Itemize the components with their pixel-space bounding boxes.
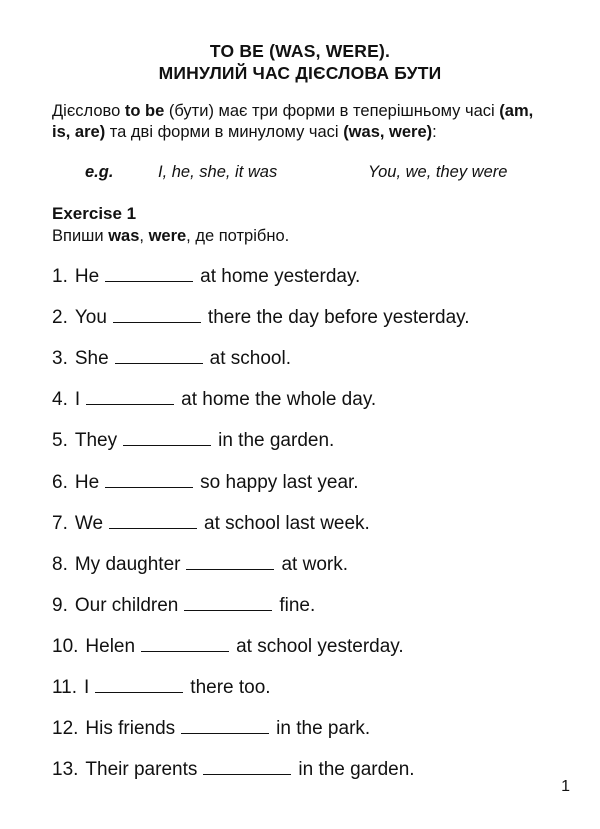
item-number: 9. bbox=[52, 594, 68, 616]
exercise-item bbox=[52, 715, 370, 743]
item-number: 11. bbox=[52, 677, 78, 698]
item-number: 5. bbox=[52, 430, 68, 452]
exercise-item bbox=[52, 304, 470, 332]
intro-text: (бути) має три форми в теперішньому часі bbox=[164, 102, 500, 120]
answer-blank[interactable] bbox=[123, 444, 211, 446]
item-text-after: in the park. bbox=[276, 718, 371, 740]
item-text-before: They bbox=[74, 430, 118, 452]
exercise-item bbox=[52, 263, 360, 291]
answer-blank[interactable] bbox=[115, 362, 203, 364]
item-number: 8. bbox=[52, 553, 68, 575]
exercise-item bbox=[52, 674, 271, 702]
item-number: 10. bbox=[52, 635, 79, 657]
item-number: 2. bbox=[52, 307, 68, 329]
answer-blank[interactable] bbox=[141, 650, 229, 652]
answer-blank[interactable] bbox=[113, 321, 201, 323]
intro-paragraph bbox=[52, 101, 552, 143]
item-number: 13. bbox=[52, 759, 79, 781]
item-text-after: at school last week. bbox=[204, 512, 370, 534]
item-text-after: in the garden. bbox=[298, 759, 415, 781]
instruction-text: Впиши bbox=[52, 227, 109, 245]
item-text-after: at school. bbox=[209, 348, 291, 370]
exercise-item bbox=[52, 756, 415, 784]
item-text-before: Their parents bbox=[85, 759, 198, 781]
exercise-title: Exercise 1 bbox=[52, 204, 137, 223]
item-text-before: We bbox=[74, 512, 104, 534]
instruction-text: , де потрібно. bbox=[186, 227, 290, 245]
example-label: e.g. bbox=[85, 163, 114, 181]
exercise-item bbox=[52, 386, 376, 414]
item-text-after: at home yesterday. bbox=[200, 266, 361, 287]
item-text-after: in the garden. bbox=[218, 430, 335, 452]
answer-blank[interactable] bbox=[184, 609, 272, 611]
item-text-after: there too. bbox=[190, 677, 271, 698]
intro-text: та дві форми в минулому часі bbox=[105, 123, 344, 141]
item-text-before: Helen bbox=[85, 635, 136, 657]
instruction-text: , bbox=[139, 227, 149, 245]
item-number: 1. bbox=[52, 266, 68, 287]
item-text-after: fine. bbox=[279, 594, 316, 616]
answer-blank[interactable] bbox=[95, 691, 183, 693]
exercise-item bbox=[52, 510, 370, 538]
item-text-before: My daughter bbox=[74, 553, 181, 575]
exercise-item bbox=[52, 592, 315, 620]
item-text-before: He bbox=[74, 266, 100, 287]
item-text-after: at work. bbox=[281, 553, 349, 575]
answer-blank[interactable] bbox=[203, 773, 291, 775]
intro-past-forms: (was, were) bbox=[343, 123, 433, 141]
item-text-before: You bbox=[74, 307, 107, 329]
example-plural: You, we, they were bbox=[368, 163, 508, 181]
item-number: 3. bbox=[52, 348, 68, 370]
item-text-after: at school yesterday. bbox=[236, 635, 404, 657]
answer-blank[interactable] bbox=[181, 732, 269, 734]
item-text-before: I bbox=[84, 677, 90, 698]
example-row bbox=[85, 163, 545, 185]
example-singular: I, he, she, it was bbox=[158, 163, 278, 181]
item-text-before: His friends bbox=[85, 718, 176, 740]
intro-verb: to be bbox=[124, 102, 165, 120]
intro-text: Дієслово bbox=[52, 102, 125, 120]
instruction-was: was bbox=[108, 227, 140, 245]
item-text-after: so happy last year. bbox=[200, 471, 359, 493]
answer-blank[interactable] bbox=[109, 527, 197, 529]
answer-blank[interactable] bbox=[86, 403, 174, 405]
item-number: 12. bbox=[52, 718, 79, 740]
item-number: 7. bbox=[52, 512, 68, 534]
item-text-after: at home the whole day. bbox=[181, 389, 377, 411]
item-text-before: Our children bbox=[74, 594, 179, 616]
answer-blank[interactable] bbox=[105, 486, 193, 488]
item-text-before: I bbox=[74, 389, 81, 411]
item-text-before: He bbox=[74, 471, 100, 493]
exercise-item bbox=[52, 551, 348, 579]
answer-blank[interactable] bbox=[186, 568, 274, 570]
exercise-item bbox=[52, 427, 334, 455]
page-title-line-2: МИНУЛИЙ ЧАС ДІЄСЛОВА БУТИ bbox=[158, 63, 442, 83]
item-text-after: there the day before yesterday. bbox=[207, 307, 470, 329]
page-number: 1 bbox=[561, 778, 570, 795]
intro-present-forms: (am, is, are) bbox=[52, 102, 534, 141]
page-title-line-1: TO BE (WAS, WERE). bbox=[209, 41, 391, 61]
answer-blank[interactable] bbox=[105, 280, 193, 282]
instruction-were: were bbox=[148, 227, 187, 245]
item-number: 6. bbox=[52, 471, 68, 493]
exercise-item bbox=[52, 345, 291, 373]
exercise-item bbox=[52, 469, 359, 497]
exercise-item bbox=[52, 633, 404, 661]
exercise-instruction bbox=[52, 227, 289, 246]
item-number: 4. bbox=[52, 389, 68, 411]
item-text-before: She bbox=[74, 348, 109, 370]
intro-text: : bbox=[432, 123, 437, 141]
